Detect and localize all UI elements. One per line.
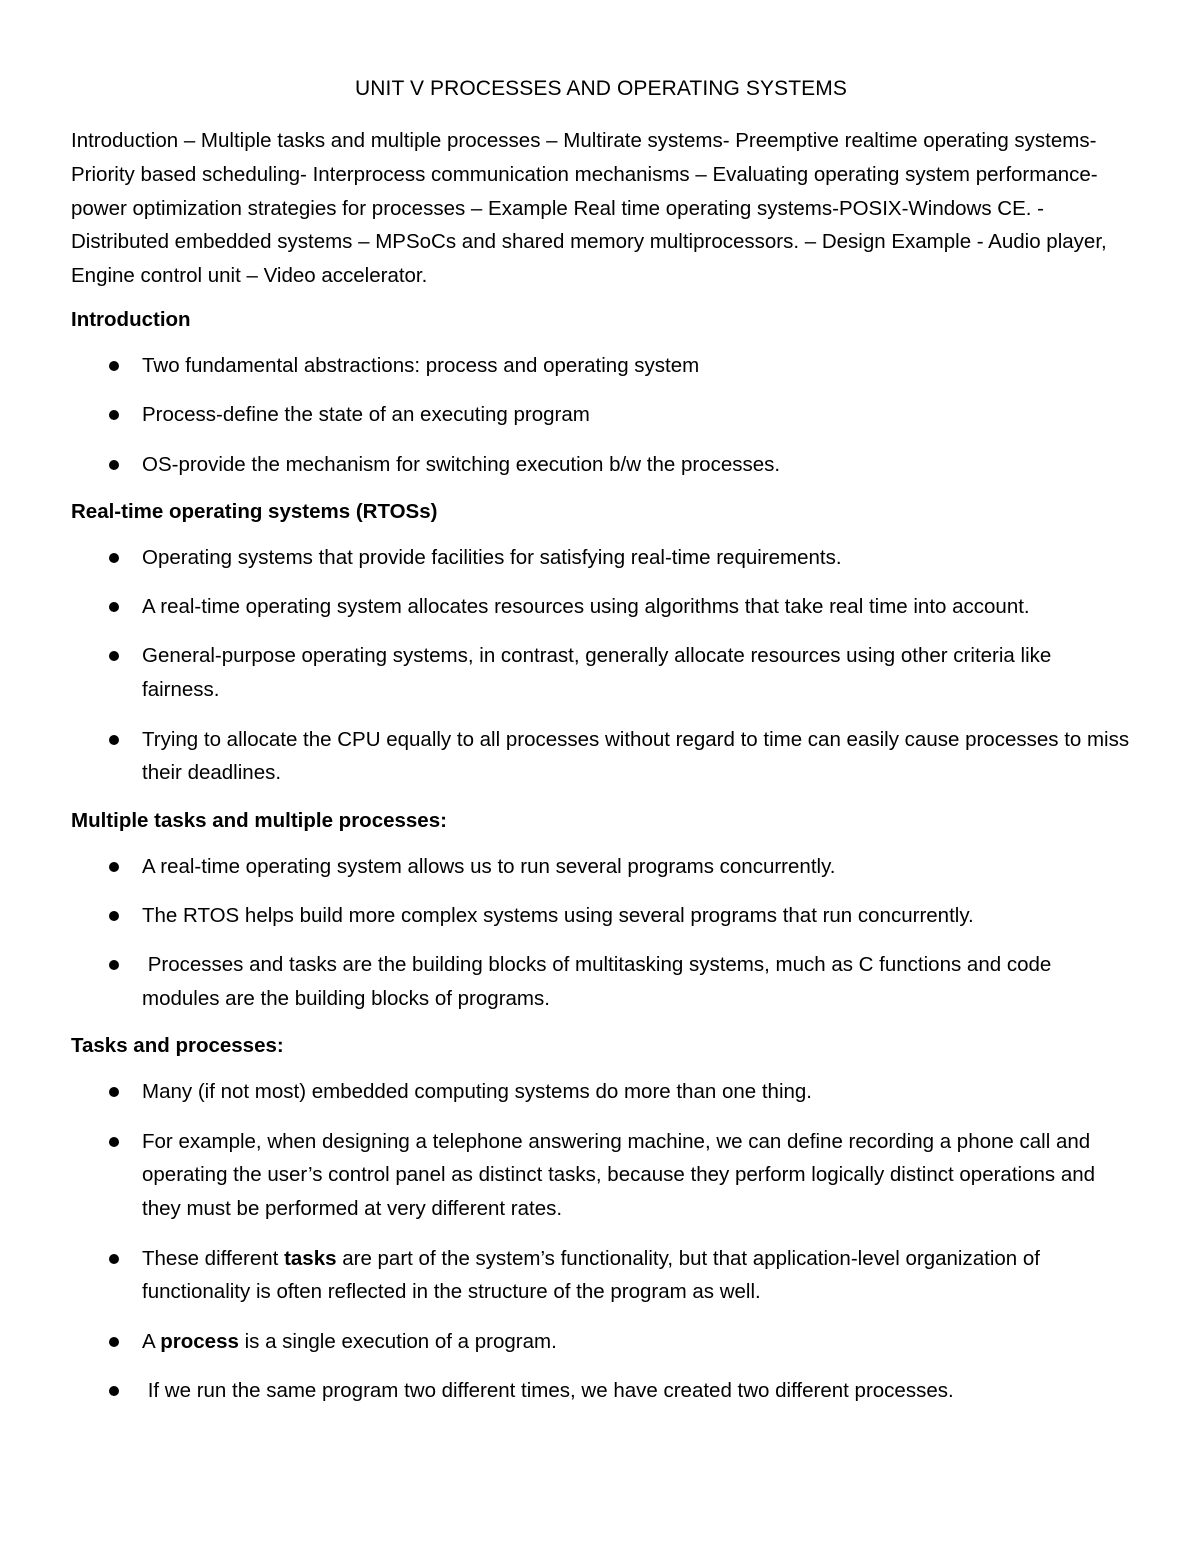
list-item-text: For example, when designing a telephone answering machine, we can define recording a phone call and operating the user’s control panel as distinct tasks, because they perform logically distinct operations and they must be performed at very different rates. [142, 1129, 1096, 1221]
bullet-icon [109, 361, 119, 371]
section-introduction [71, 305, 1131, 481]
bullet-icon [109, 1337, 119, 1347]
bullet-icon [109, 1254, 119, 1264]
list-item [71, 1374, 1131, 1408]
list-item-text: Operating systems that provide facilities for satisfying real-time requirements. [142, 545, 842, 569]
list-item [71, 349, 1131, 383]
bullet-icon [109, 735, 119, 745]
section-tasks-processes [71, 1031, 1131, 1407]
list-item-text: Two fundamental abstractions: process and operating system [142, 353, 700, 377]
bullet-icon [109, 553, 119, 563]
bullet-icon [109, 602, 119, 612]
intro-paragraph: Introduction – Multiple tasks and multiple processes – Multirate systems- Preemptive realtime operating systems- Priority based scheduling- Interprocess communication mechanisms – Evaluating operating system performance- power optimization strategies for processes – Example Real time operating systems-POSIX-Windows CE. - Distributed embedded systems – MPSoCs and shared memory multiprocessors. – Design Example - Audio player, Engine control unit – Video accelerator. [71, 129, 1107, 288]
list-item-text [142, 1247, 1046, 1304]
bullet-icon [109, 1137, 119, 1147]
bullet-list [71, 541, 1131, 790]
list-item-text [142, 1330, 557, 1353]
bullet-icon [109, 460, 119, 470]
bullet-icon [109, 651, 119, 661]
list-item [71, 590, 1131, 624]
bullet-icon [109, 1386, 119, 1396]
list-item [71, 448, 1131, 482]
list-item-text: The RTOS helps build more complex systems using several programs that run concurrently. [142, 903, 974, 927]
bullet-icon [109, 960, 119, 970]
list-item-text: General-purpose operating systems, in contrast, generally allocate resources using other criteria like fairness. [142, 644, 1052, 702]
list-item [71, 948, 1131, 1016]
list-item [71, 1075, 1131, 1109]
list-item [71, 398, 1131, 432]
list-item-text: Many (if not most) embedded computing systems do more than one thing. [142, 1080, 813, 1104]
list-item [71, 541, 1131, 575]
list-item-text: OS-provide the mechanism for switching execution b/w the processes. [142, 452, 781, 476]
bullet-list [71, 349, 1131, 481]
list-item [71, 639, 1131, 707]
bold-term: tasks [284, 1246, 337, 1270]
section-heading: Introduction [71, 307, 191, 331]
list-item-text: Trying to allocate the CPU equally to all processes without regard to time can easily cause processes to miss their deadlines. [142, 727, 1130, 785]
bullet-icon [109, 410, 119, 420]
list-item [71, 850, 1131, 884]
list-item [71, 899, 1131, 933]
list-item-text: Process-define the state of an executing program [142, 403, 590, 427]
list-item-text: A real-time operating system allows us to run several programs concurrently. [142, 854, 836, 878]
list-item [71, 1242, 1131, 1310]
section-multiple-tasks [71, 806, 1131, 1016]
text-run: A [142, 1329, 161, 1353]
list-item-text: If we run the same program two different times, we have created two different processes. [142, 1378, 954, 1402]
section-rtos [71, 497, 1131, 790]
section-heading: Real-time operating systems (RTOSs) [71, 499, 438, 523]
bullet-list [71, 1075, 1131, 1407]
text-run: is a single execution of a program. [238, 1329, 557, 1353]
text-run: are part of the system’s functionality, but that application-level organization of functionality is often reflected in the structure of the program as well. [142, 1246, 1046, 1304]
list-item-text: Processes and tasks are the building blocks of multitasking systems, much as C functions and code modules are the building blocks of programs. [142, 953, 1057, 1011]
bullet-icon [109, 862, 119, 872]
page-title: UNIT V PROCESSES AND OPERATING SYSTEMS [355, 77, 847, 100]
bullet-icon [109, 911, 119, 921]
list-item-text: A real-time operating system allocates resources using algorithms that take real time into account. [142, 595, 1030, 619]
text-run: These different [142, 1246, 285, 1270]
bullet-icon [109, 1087, 119, 1097]
section-heading: Multiple tasks and multiple processes: [71, 808, 447, 832]
list-item [71, 1325, 1131, 1359]
list-item [71, 723, 1131, 791]
list-item [71, 1125, 1131, 1226]
document-page [71, 74, 1131, 1423]
section-heading: Tasks and processes: [71, 1034, 284, 1058]
bold-term: process [160, 1329, 239, 1353]
bullet-list [71, 850, 1131, 1016]
